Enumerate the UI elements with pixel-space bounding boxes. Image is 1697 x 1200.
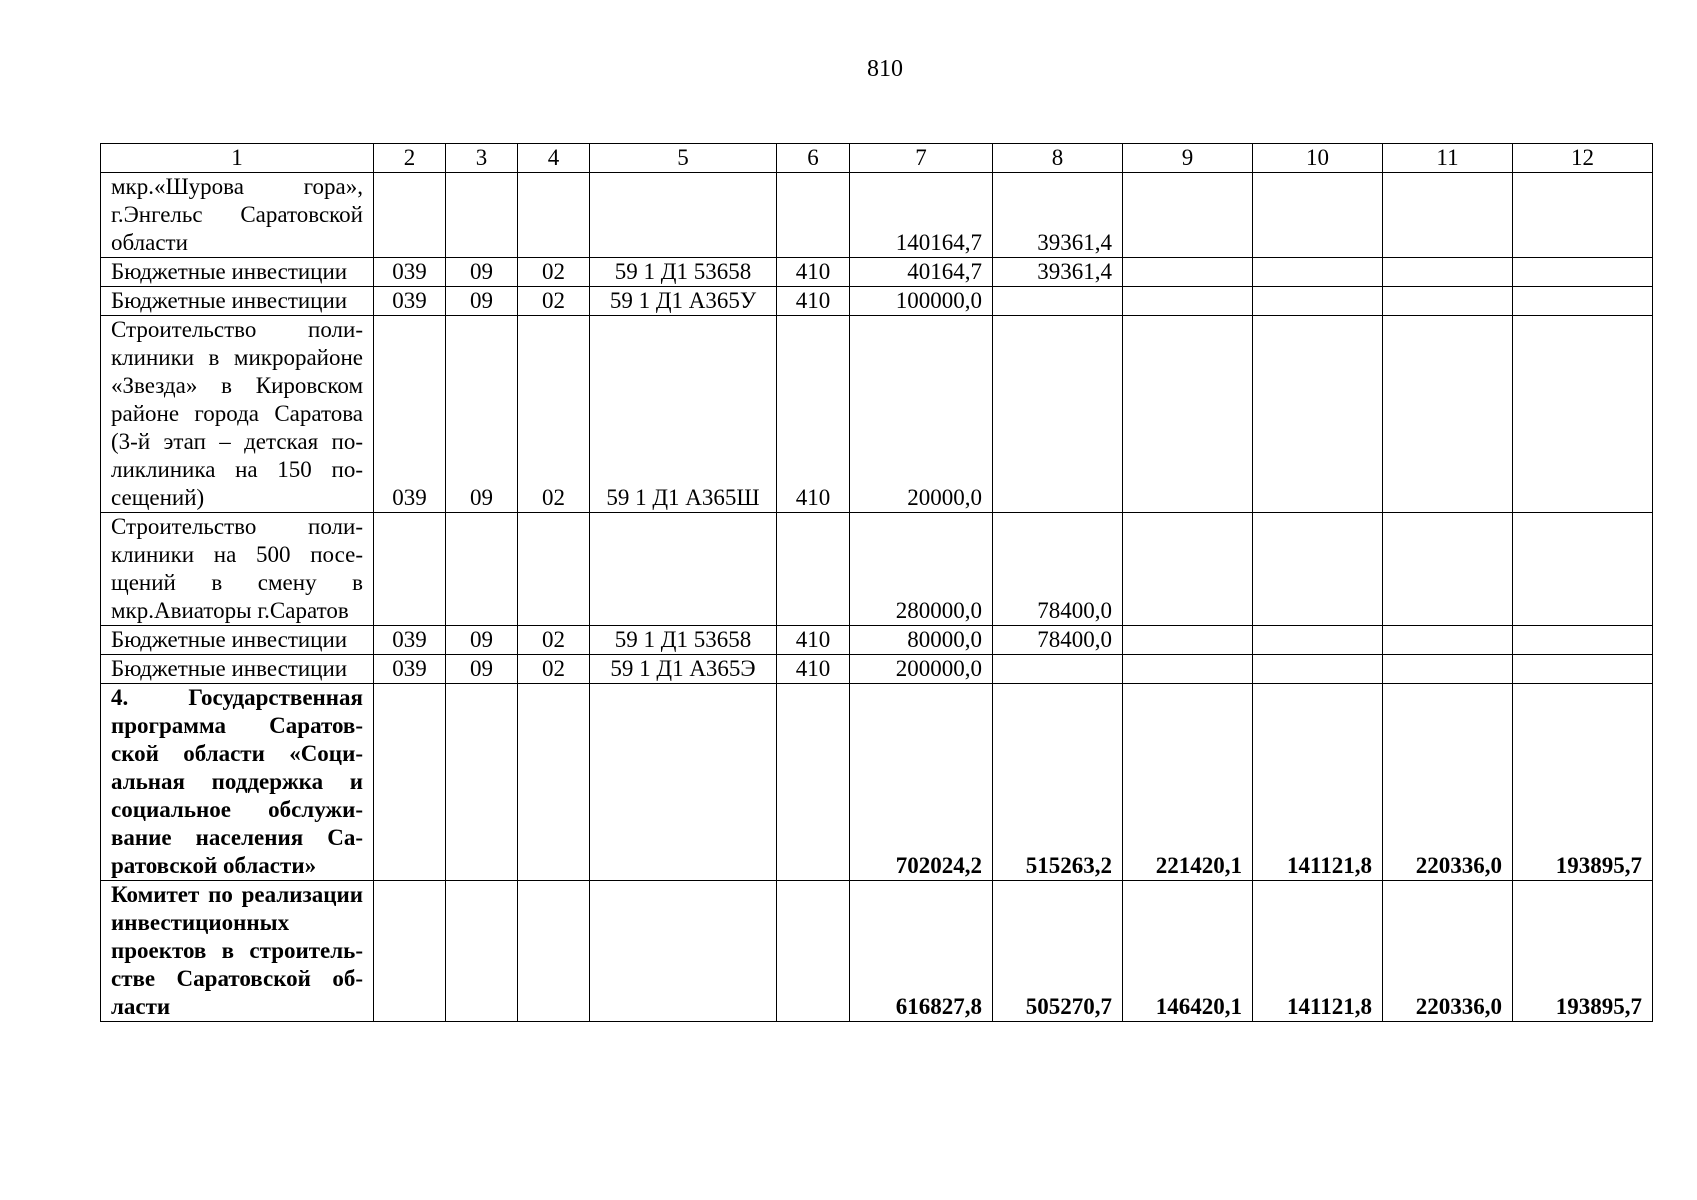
table-cell-col8: [993, 655, 1123, 684]
table-cell-col2: 039: [374, 258, 446, 287]
column-header: 8: [993, 144, 1123, 173]
table-cell-col5: 59 1 Д1 53658: [590, 626, 777, 655]
column-header: 5: [590, 144, 777, 173]
table-cell-col6: 410: [777, 655, 850, 684]
row-name-cell: Бюджетные инвестиции: [101, 258, 374, 287]
table-cell-col10: [1253, 287, 1383, 316]
table-cell-col2: 039: [374, 316, 446, 513]
table-cell-col2: [374, 173, 446, 258]
table-cell-col2: [374, 513, 446, 626]
table-cell-col4: [518, 881, 590, 1022]
column-header: 12: [1513, 144, 1653, 173]
table-cell-col2: 039: [374, 626, 446, 655]
table-cell-col5: [590, 684, 777, 881]
table-row: [101, 513, 1653, 626]
table-cell-col11: [1383, 173, 1513, 258]
table-cell-col11: [1383, 258, 1513, 287]
table-cell-col8: 515263,2: [993, 684, 1123, 881]
row-name-cell: Строительство поликлиники в микрорайоне «Звезда» в Кировском районе города Саратова (3-й этап – детская поликлиника на 150 посещений): [101, 316, 374, 513]
table-cell-col2: 039: [374, 287, 446, 316]
column-header: 7: [850, 144, 993, 173]
table-header-row: [101, 144, 1653, 173]
table-body: [101, 173, 1653, 1022]
table-cell-col4: 02: [518, 258, 590, 287]
table-cell-col4: [518, 684, 590, 881]
table-row: [101, 287, 1653, 316]
row-name-cell: Бюджетные инвестиции: [101, 626, 374, 655]
column-header: 4: [518, 144, 590, 173]
table-cell-col4: [518, 513, 590, 626]
table-cell-col7: 100000,0: [850, 287, 993, 316]
table-cell-col10: [1253, 513, 1383, 626]
row-name-cell: 4. Государственная программа Саратовской области «Социальная поддержка и социальное обслуживание населения Саратовской области»: [101, 684, 374, 881]
table-cell-col3: [446, 881, 518, 1022]
table-cell-col3: 09: [446, 287, 518, 316]
table-cell-col10: [1253, 316, 1383, 513]
table-cell-col5: 59 1 Д1 А365У: [590, 287, 777, 316]
column-header: 2: [374, 144, 446, 173]
column-header: 6: [777, 144, 850, 173]
table-cell-col6: [777, 173, 850, 258]
table-cell-col3: [446, 684, 518, 881]
table-cell-col9: [1123, 655, 1253, 684]
table-cell-col11: 220336,0: [1383, 881, 1513, 1022]
row-name-cell: Строительство поликлиники на 500 посещений в смену в мкр.Авиаторы г.Саратов: [101, 513, 374, 626]
table-cell-col2: [374, 881, 446, 1022]
table-cell-col12: 193895,7: [1513, 684, 1653, 881]
table-cell-col5: [590, 173, 777, 258]
table-cell-col6: [777, 881, 850, 1022]
table-cell-col7: 80000,0: [850, 626, 993, 655]
table-cell-col12: [1513, 173, 1653, 258]
table-cell-col7: 40164,7: [850, 258, 993, 287]
table-cell-col2: [374, 684, 446, 881]
column-header: 3: [446, 144, 518, 173]
table-cell-col9: [1123, 173, 1253, 258]
table-cell-col3: 09: [446, 258, 518, 287]
table-cell-col6: [777, 684, 850, 881]
table-cell-col5: [590, 881, 777, 1022]
table-cell-col9: [1123, 513, 1253, 626]
table-row: [101, 684, 1653, 881]
table-cell-col9: 146420,1: [1123, 881, 1253, 1022]
table-cell-col8: [993, 287, 1123, 316]
table-cell-col6: [777, 513, 850, 626]
table-cell-col10: [1253, 655, 1383, 684]
row-name-cell: Комитет по реализации инвестиционных проектов в строительстве Саратовской области: [101, 881, 374, 1022]
table-cell-col7: 140164,7: [850, 173, 993, 258]
table-cell-col4: 02: [518, 655, 590, 684]
table-cell-col6: 410: [777, 287, 850, 316]
table-cell-col6: 410: [777, 626, 850, 655]
table-cell-col8: 78400,0: [993, 626, 1123, 655]
row-name-cell: мкр.«Шурова гора», г.Энгельс Саратовской области: [101, 173, 374, 258]
row-name-cell: Бюджетные инвестиции: [101, 287, 374, 316]
table-cell-col12: [1513, 626, 1653, 655]
table-cell-col9: [1123, 316, 1253, 513]
column-header: 11: [1383, 144, 1513, 173]
table-cell-col10: [1253, 173, 1383, 258]
table-cell-col2: 039: [374, 655, 446, 684]
table-cell-col5: 59 1 Д1 А365Э: [590, 655, 777, 684]
table-cell-col7: 616827,8: [850, 881, 993, 1022]
table-cell-col7: 702024,2: [850, 684, 993, 881]
table-row: [101, 881, 1653, 1022]
row-name-cell: Бюджетные инвестиции: [101, 655, 374, 684]
table-cell-col10: 141121,8: [1253, 881, 1383, 1022]
table-row: [101, 258, 1653, 287]
column-header: 9: [1123, 144, 1253, 173]
table-cell-col11: [1383, 513, 1513, 626]
table-cell-col8: 505270,7: [993, 881, 1123, 1022]
table-cell-col10: [1253, 626, 1383, 655]
table-cell-col12: [1513, 287, 1653, 316]
table-cell-col5: 59 1 Д1 А365Ш: [590, 316, 777, 513]
table-cell-col6: 410: [777, 258, 850, 287]
table-cell-col11: [1383, 316, 1513, 513]
table-cell-col12: [1513, 513, 1653, 626]
table-cell-col5: [590, 513, 777, 626]
table-row: [101, 655, 1653, 684]
table-cell-col6: 410: [777, 316, 850, 513]
table-cell-col10: 141121,8: [1253, 684, 1383, 881]
table-cell-col11: 220336,0: [1383, 684, 1513, 881]
table-cell-col3: 09: [446, 316, 518, 513]
table-cell-col4: 02: [518, 287, 590, 316]
table-cell-col8: 39361,4: [993, 173, 1123, 258]
table-cell-col10: [1253, 258, 1383, 287]
table-cell-col3: 09: [446, 626, 518, 655]
column-header: 1: [101, 144, 374, 173]
table-cell-col12: [1513, 316, 1653, 513]
table-cell-col7: 280000,0: [850, 513, 993, 626]
table-cell-col8: 78400,0: [993, 513, 1123, 626]
table-cell-col7: 200000,0: [850, 655, 993, 684]
table-cell-col11: [1383, 287, 1513, 316]
table-cell-col9: 221420,1: [1123, 684, 1253, 881]
table-cell-col11: [1383, 655, 1513, 684]
table-cell-col12: [1513, 258, 1653, 287]
table-cell-col4: 02: [518, 316, 590, 513]
table-row: [101, 626, 1653, 655]
table-cell-col12: [1513, 655, 1653, 684]
table-cell-col11: [1383, 626, 1513, 655]
table-cell-col3: [446, 513, 518, 626]
column-header: 10: [1253, 144, 1383, 173]
table-cell-col4: 02: [518, 626, 590, 655]
table-cell-col7: 20000,0: [850, 316, 993, 513]
table-cell-col3: [446, 173, 518, 258]
budget-table: [100, 143, 1653, 1022]
table-cell-col8: 39361,4: [993, 258, 1123, 287]
table-cell-col4: [518, 173, 590, 258]
page-number: 810: [867, 56, 903, 82]
table-cell-col9: [1123, 258, 1253, 287]
table-cell-col9: [1123, 287, 1253, 316]
table-row: [101, 173, 1653, 258]
table-cell-col9: [1123, 626, 1253, 655]
table-cell-col12: 193895,7: [1513, 881, 1653, 1022]
table-cell-col5: 59 1 Д1 53658: [590, 258, 777, 287]
table-cell-col8: [993, 316, 1123, 513]
table-row: [101, 316, 1653, 513]
table-cell-col3: 09: [446, 655, 518, 684]
